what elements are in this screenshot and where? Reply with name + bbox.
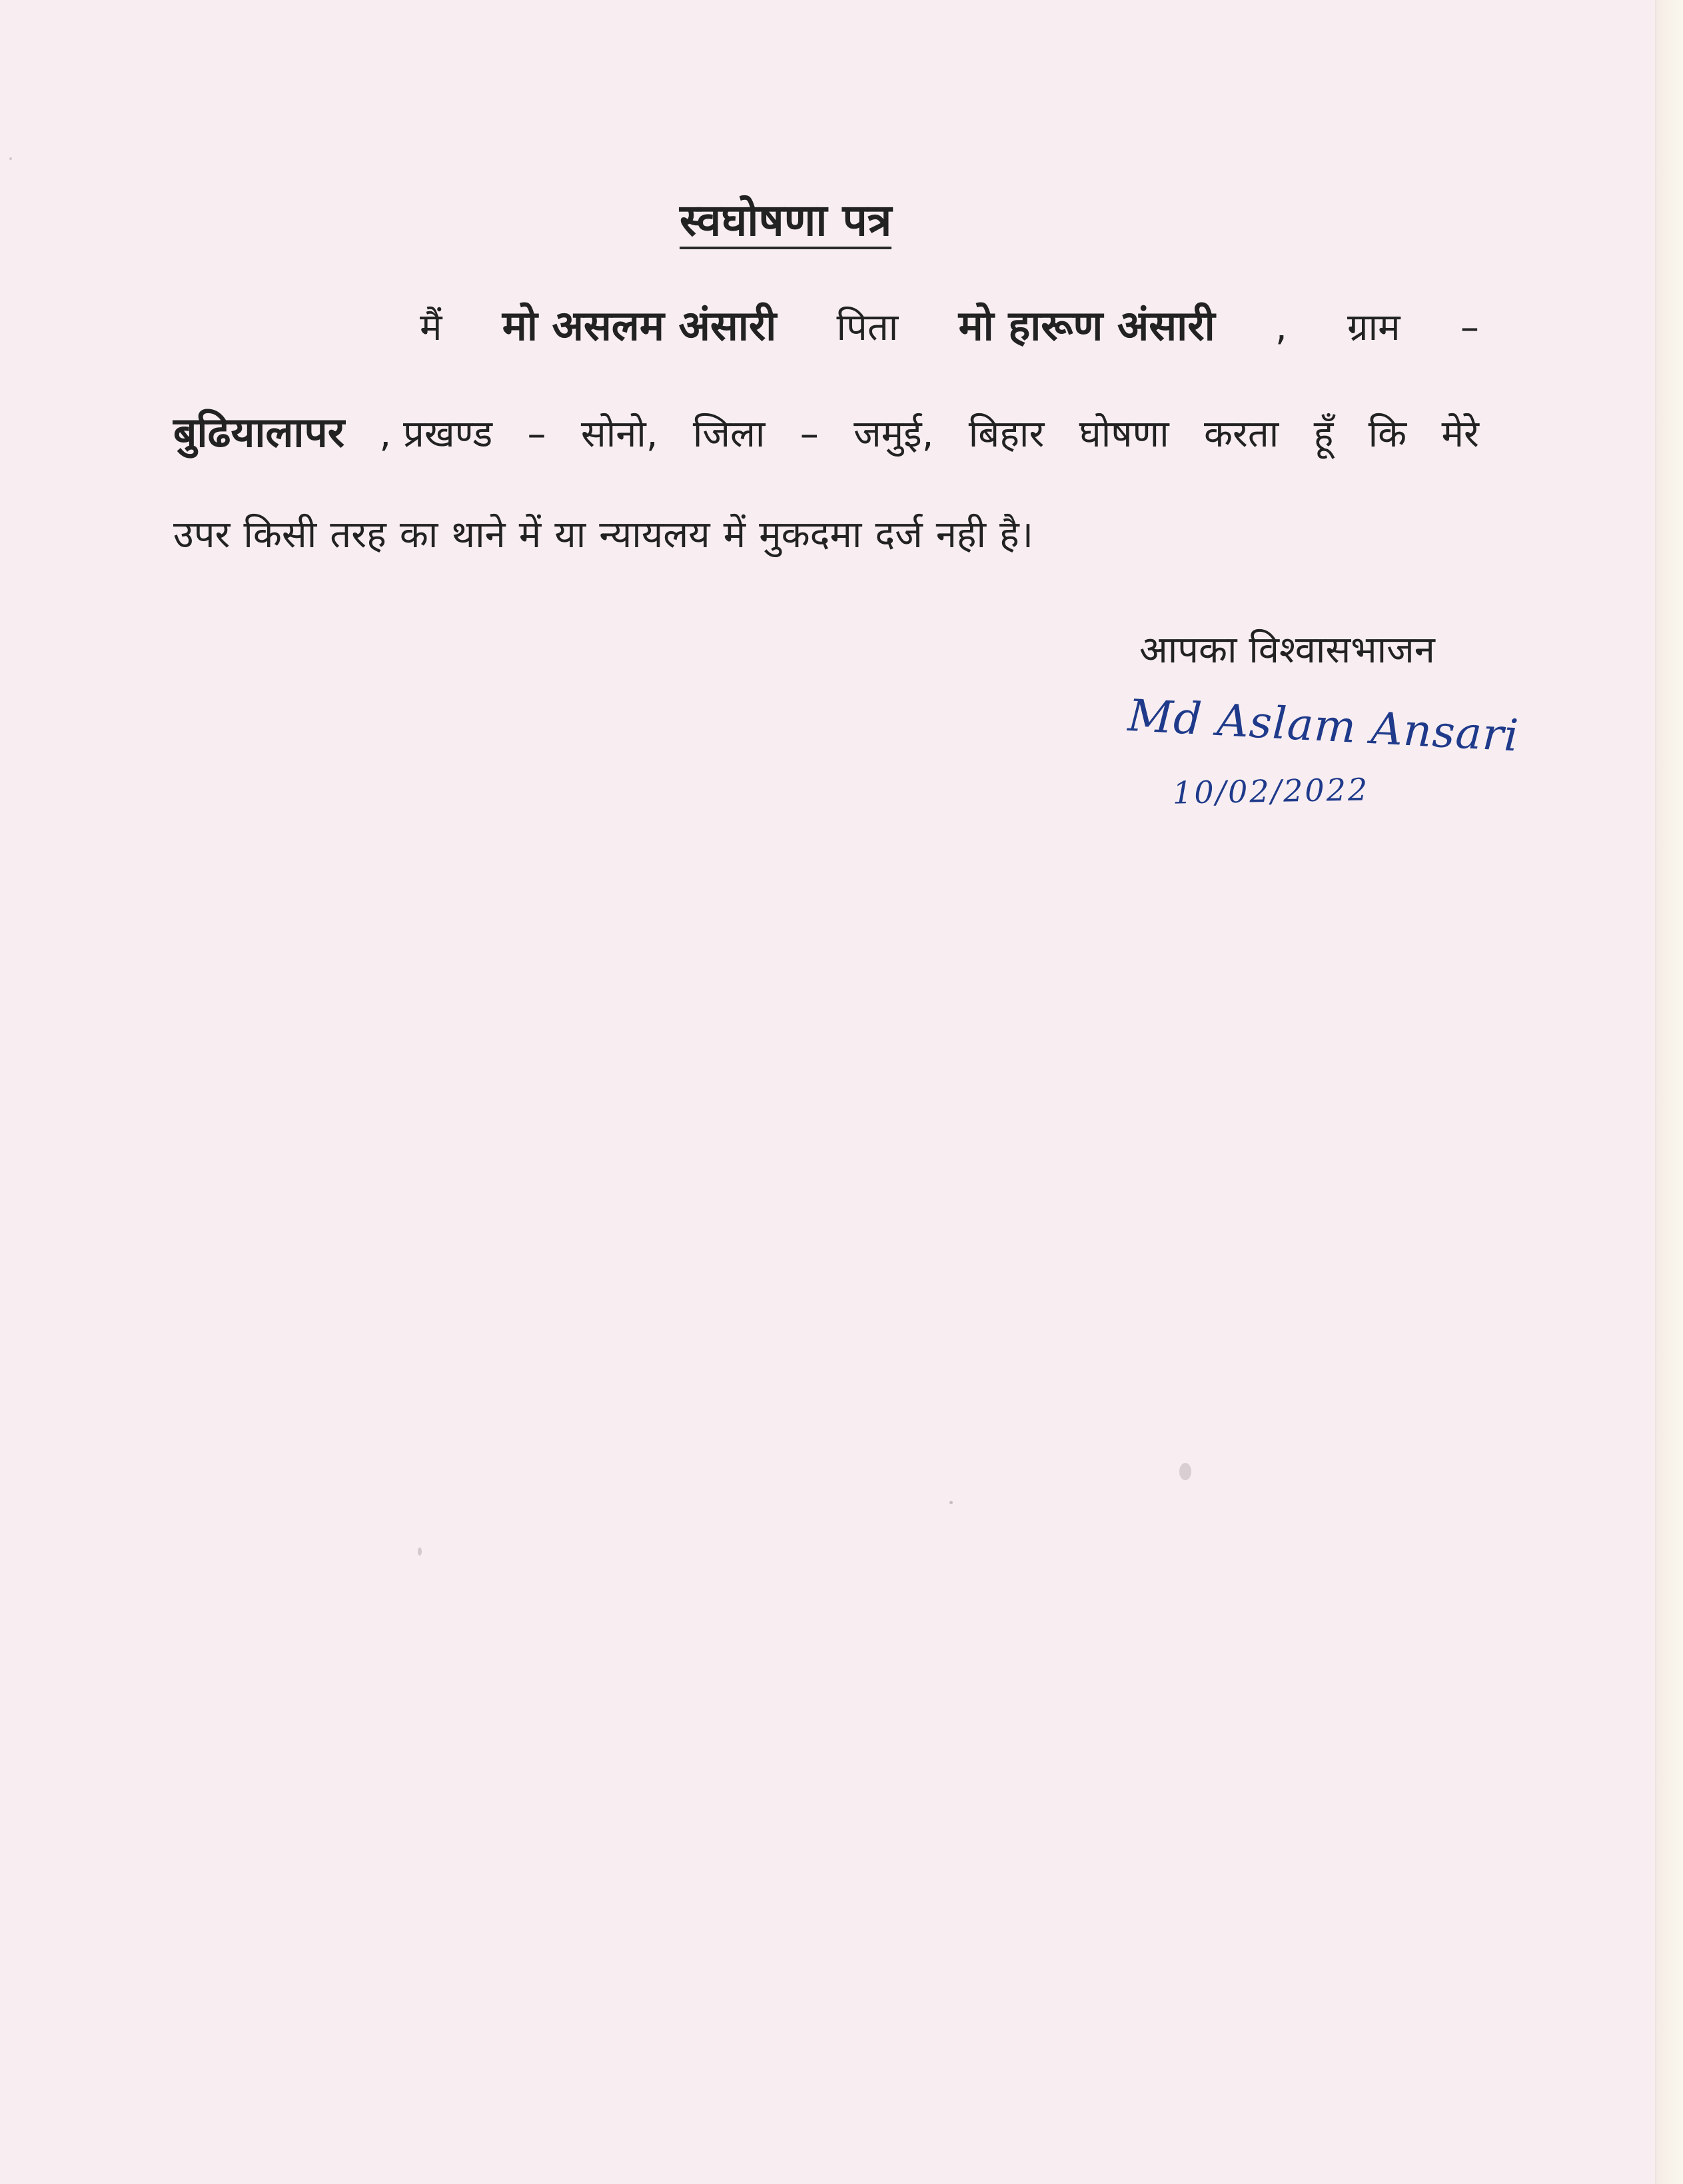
word: नही (935, 513, 987, 556)
scan-speck (1179, 1463, 1191, 1480)
word: बिहार (968, 413, 1045, 456)
word: सोनो, (580, 413, 658, 456)
body-line-3 (173, 515, 1479, 556)
word: मुकदमा (759, 513, 862, 556)
word: , प्रखण्ड (379, 413, 493, 456)
word: हूँ (1313, 413, 1334, 456)
word: में (518, 513, 542, 556)
word: किसी (243, 513, 317, 556)
word: – (800, 413, 819, 456)
body-line-1 (420, 303, 1479, 349)
village-name: बुढियालापर (173, 408, 345, 457)
word: , (1275, 306, 1287, 349)
word: या (554, 513, 586, 556)
word: का (399, 513, 438, 556)
handwritten-date: 10/02/2022 (1172, 771, 1370, 811)
word: ग्राम (1347, 306, 1401, 349)
word: दर्ज (875, 513, 923, 556)
word: उपर (173, 513, 231, 556)
body-line-2 (173, 410, 1479, 455)
word: कि (1368, 413, 1407, 456)
scan-speck (9, 157, 12, 160)
word: जमुई, (853, 413, 934, 456)
word: थाने (451, 513, 506, 556)
word: न्यायलय (599, 513, 710, 556)
declarant-name: मो असलम अंसारी (502, 301, 777, 350)
scan-speck (418, 1548, 422, 1556)
word: है। (999, 513, 1033, 556)
word: मैं (420, 306, 442, 349)
word: जिला (692, 413, 766, 456)
scanner-edge (1656, 0, 1683, 2184)
handwritten-signature: Md Aslam Ansari (1126, 690, 1520, 762)
word: तरह (330, 513, 386, 556)
word: मेरे (1441, 413, 1479, 456)
father-name: मो हारूण अंसारी (958, 301, 1215, 350)
word: – (527, 413, 546, 456)
document-title: स्वघोषणा पत्र (680, 197, 891, 249)
scan-speck (949, 1501, 953, 1504)
word: – (1460, 306, 1479, 349)
word: घोषणा (1079, 413, 1169, 456)
word: में (723, 513, 746, 556)
word: करता (1203, 413, 1279, 456)
closing-salutation: आपका विश्वासभाजन (1139, 628, 1435, 672)
word: पिता (836, 306, 899, 349)
